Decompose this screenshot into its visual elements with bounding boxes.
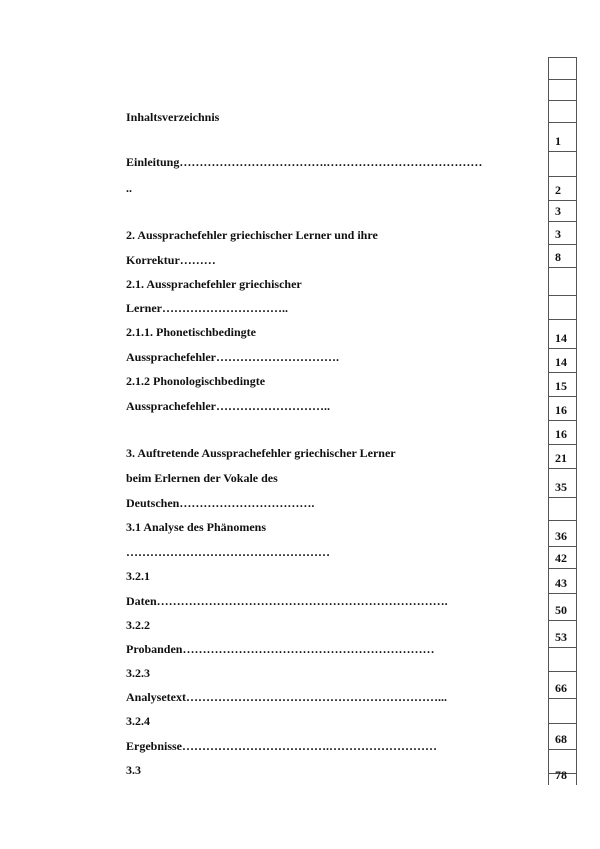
page-number-cell: 8 [549,244,576,267]
toc-entry: 3.2.3 [126,666,150,680]
page-number-cell [549,497,576,520]
toc-entry: Aussprachefehler……………………….. [126,399,330,413]
toc-entry: Lerner………………………….. [126,301,288,315]
page-number-cell: 14 [549,348,576,372]
page-number-cell [549,100,576,122]
page-number-cell [549,57,576,79]
toc-entry: Daten………………………………………………………………. [126,594,448,608]
page-number-cell: 35 [549,468,576,497]
page-number-cell [549,267,576,295]
page-number-cell: 43 [549,568,576,593]
page-number-cell: 3 [549,221,576,244]
toc-entry: 3.3 [126,763,141,777]
page-number-cell [549,151,576,176]
page-number-cell: 53 [549,620,576,647]
page-number-cell: 3 [549,200,576,221]
page-number-cell: 36 [549,520,576,546]
toc-entry: Analysetext………………………………………………………... [126,690,447,704]
page-number-cell [549,698,576,723]
toc-entry: 2.1.2 Phonologischbedingte [126,374,266,388]
toc-entry: .. [126,181,132,195]
toc-entry: …………………………………………… [126,545,330,559]
page-number-column [548,57,577,785]
toc-entry: 2.1. Aussprachefehler griechischer [126,277,302,291]
page-number-cell: 16 [549,396,576,420]
page-number-cell [549,647,576,671]
page-number-cell: 14 [549,319,576,348]
toc-entry: 3.1 Analyse des Phänomens [126,520,267,534]
toc-entry: Probanden……………………………………………………… [126,642,435,656]
toc-entry: 3.2.2 [126,618,150,632]
page-number-cell: 1 [549,122,576,151]
toc-entry: beim Erlernen der Vokale des [126,471,278,485]
toc-entry: Deutschen……………………………. [126,496,315,510]
page-number-cell: 21 [549,444,576,468]
toc-entry: Einleitung……………………………….………………………………… [126,155,483,169]
page-number-cell: 66 [549,671,576,698]
page-number-cell [549,79,576,100]
toc-entry: 3.2.4 [126,714,150,728]
toc-entry: Korrektur……… [126,253,216,267]
page-number-cell: 2 [549,176,576,200]
toc-entry: Ergebnisse……………………………….……………………… [126,739,438,753]
page-number-cell: 68 [549,723,576,749]
page-number-cell [549,295,576,319]
toc-entry: 2. Aussprachefehler griechischer Lerner und ihre [126,228,378,242]
page-number-cell: 15 [549,372,576,396]
page-number-cell: 16 [549,420,576,444]
toc-entry: 3. Auftretende Aussprachefehler griechischer Lerner [126,446,396,460]
toc-entry: Aussprachefehler…………………………. [126,350,339,364]
page-number-cell: 78 [549,773,576,785]
toc-entry: 3.2.1 [126,569,150,583]
toc-title: Inhaltsverzeichnis [126,110,220,124]
page-number-cell: 50 [549,593,576,620]
page-number-cell: 42 [549,546,576,568]
toc-entry: 2.1.1. Phonetischbedingte [126,325,257,339]
